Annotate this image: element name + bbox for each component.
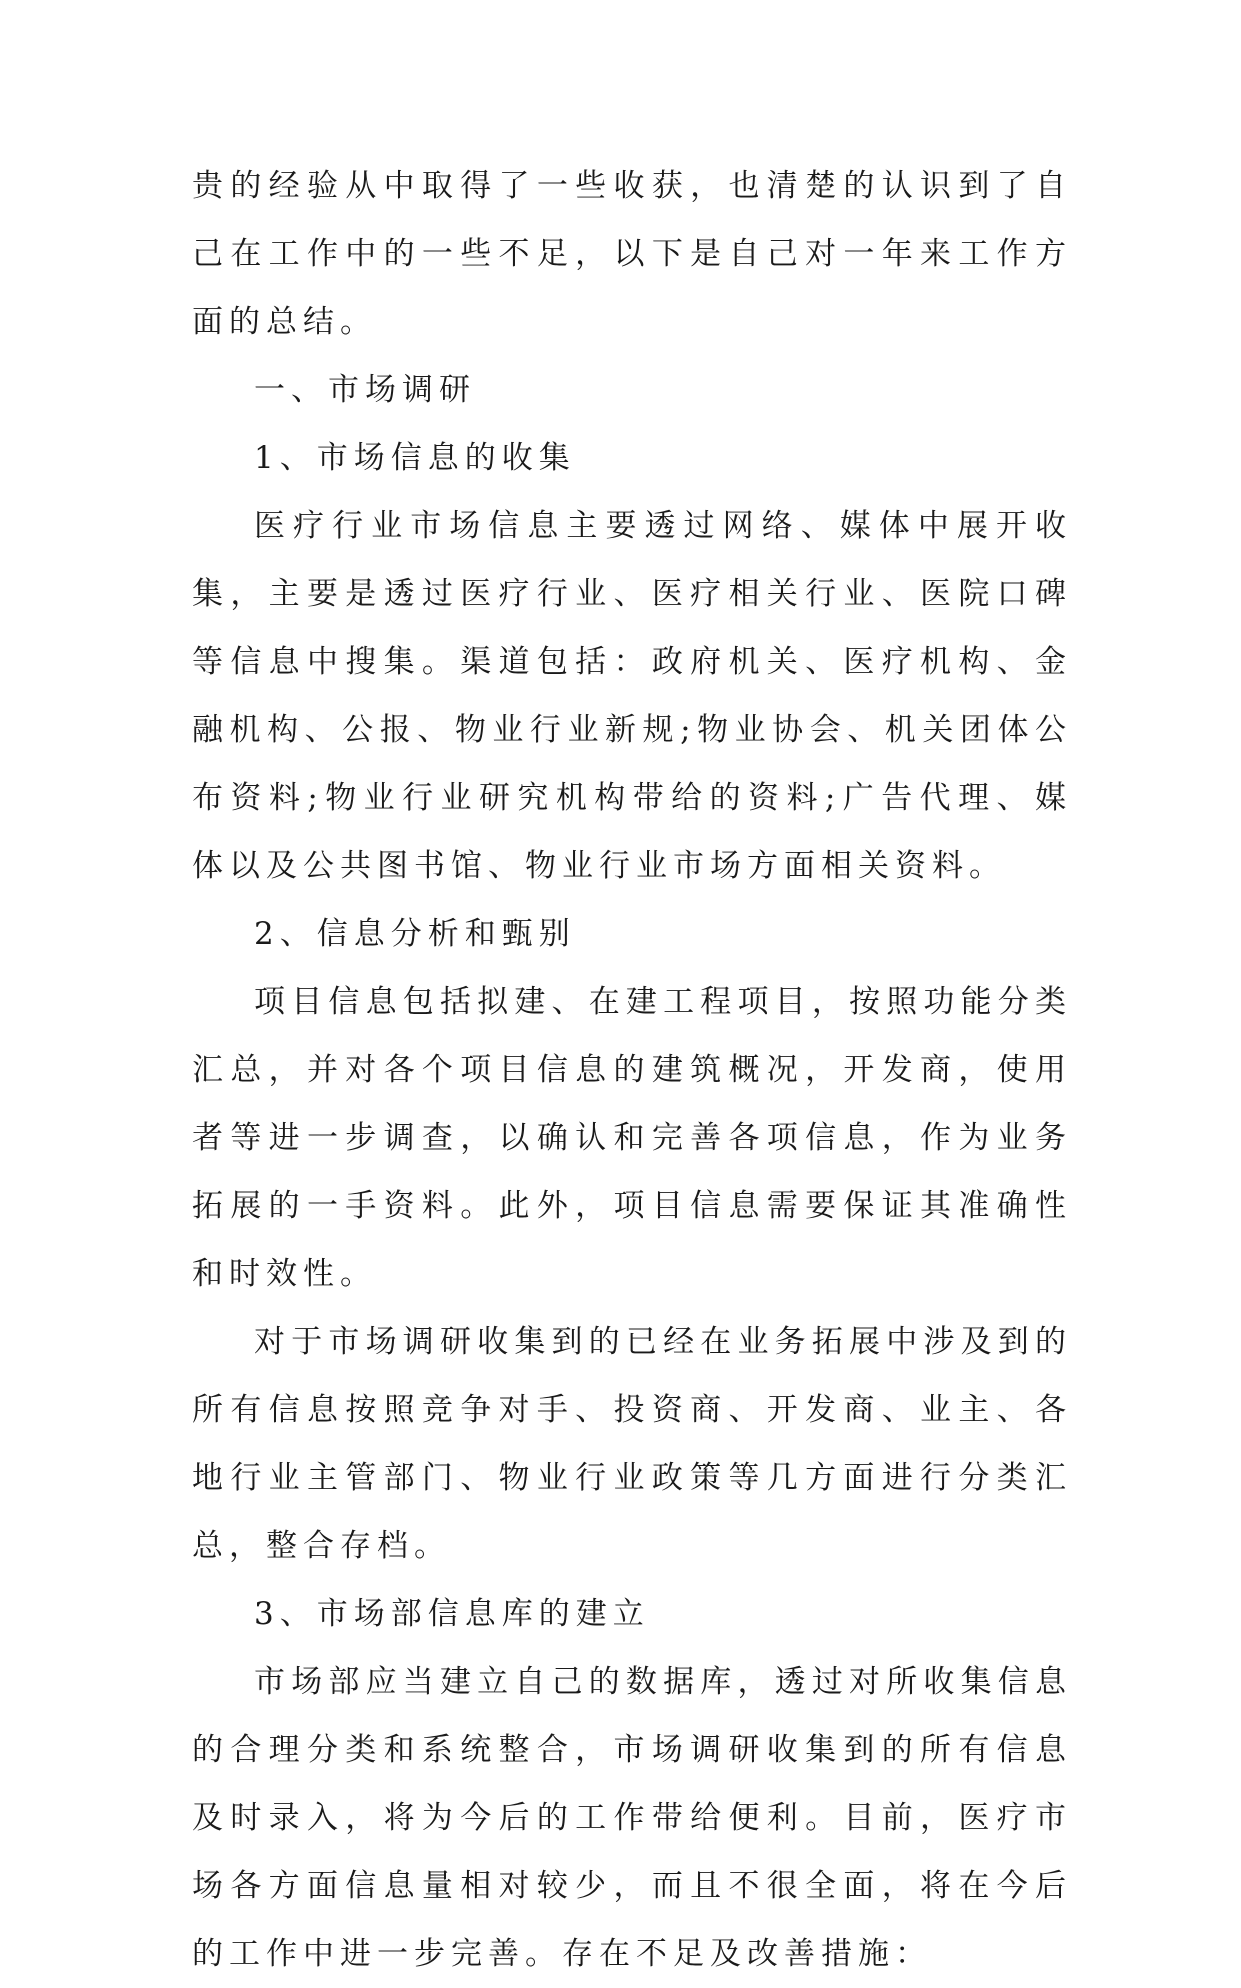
- paragraph-info-database: 市场部应当建立自己的数据库，透过对所收集信息的合理分类和系统整合，市场调研收集到的所有信息及时录入，将为今后的工作带给便利。目前，医疗市场各方面信息量相对较少，而且不很全面，将在今后的工作中进一步完善。存在不足及改善措施：: [192, 1664, 1072, 1972]
- subheading-info-analysis: 2、信息分析和甄别: [254, 916, 576, 952]
- paragraph-intro-continuation: 贵的经验从中取得了一些收获，也清楚的认识到了自己在工作中的一些不足，以下是自己对一年来工作方面的总结。: [192, 168, 1072, 340]
- subheading-info-database: 3、市场部信息库的建立: [254, 1596, 650, 1632]
- document-body: [192, 152, 1072, 1988]
- paragraph-project-info: 项目信息包括拟建、在建工程项目，按照功能分类汇总，并对各个项目信息的建筑概况，开发商，使用者等进一步调查，以确认和完善各项信息，作为业务拓展的一手资料。此外，项目信息需要保证其准确性和时效性。: [192, 984, 1072, 1292]
- paragraph-info-collection: 医疗行业市场信息主要透过网络、媒体中展开收集，主要是透过医疗行业、医疗相关行业、医院口碑等信息中搜集。渠道包括：政府机关、医疗机构、金融机构、公报、物业行业新规;物业协会、机关团体公布资料;物业行业研究机构带给的资料;广告代理、媒体以及公共图书馆、物业行业市场方面相关资料。: [192, 508, 1072, 884]
- section-heading-market-research: 一、市场调研: [254, 372, 476, 408]
- paragraph-info-archiving: 对于市场调研收集到的已经在业务拓展中涉及到的所有信息按照竞争对手、投资商、开发商、业主、各地行业主管部门、物业行业政策等几方面进行分类汇总，整合存档。: [192, 1324, 1072, 1564]
- subheading-info-collection: 1、市场信息的收集: [254, 440, 576, 476]
